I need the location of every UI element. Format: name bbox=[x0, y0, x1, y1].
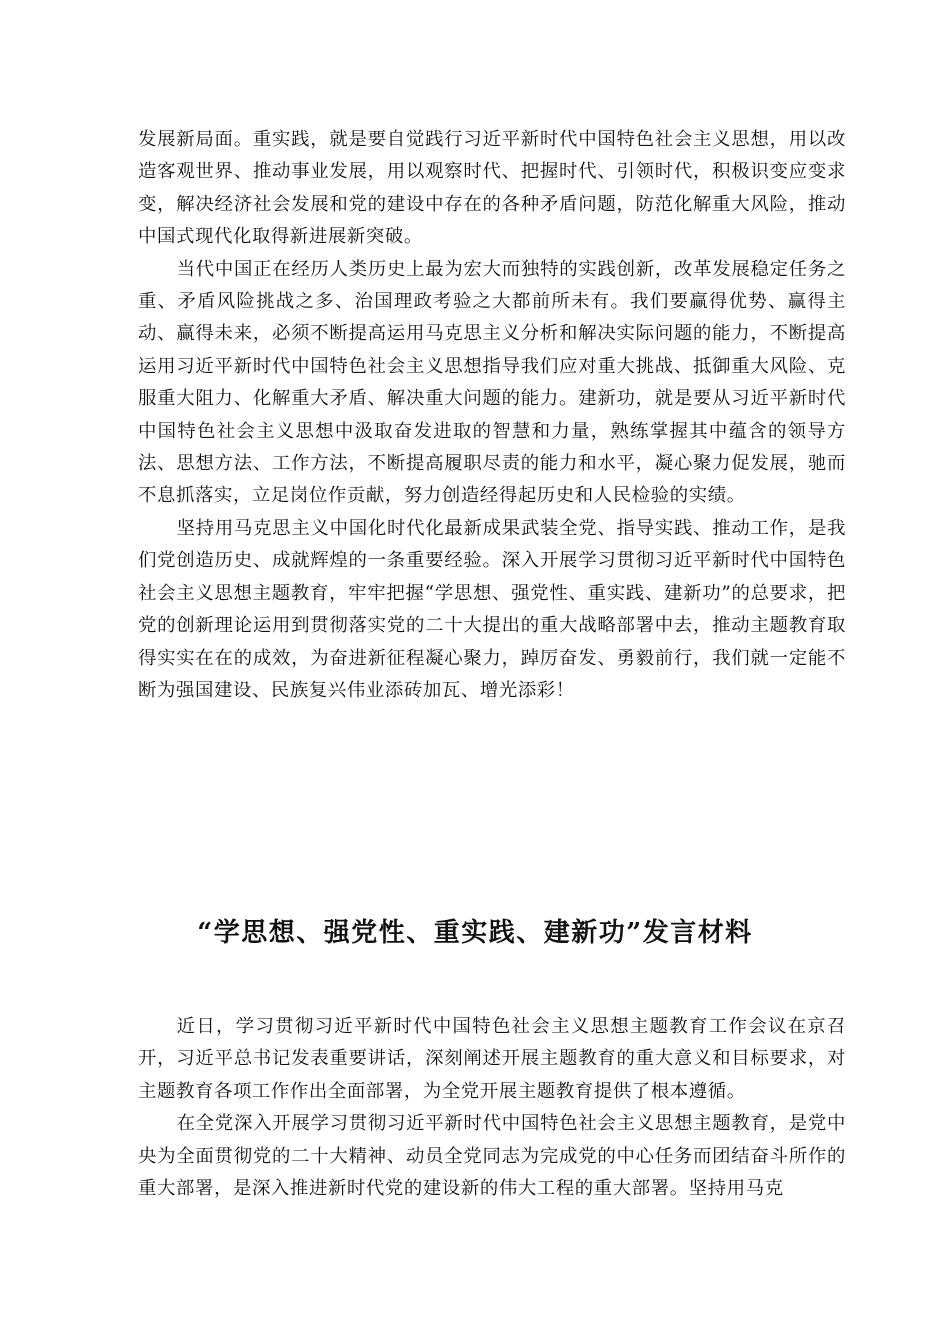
article-body bbox=[138, 1011, 846, 1205]
body-paragraph: 发展新局面。重实践，就是要自觉践行习近平新时代中国特色社会主义思想，用以改造客观世界、推动事业发展，用以观察时代、把握时代、引领时代，积极识变应变求变，解决经济社会发展和党的建设中存在的各种矛盾问题，防范化解重大风险，推动中国式现代化取得新进展新突破。 bbox=[138, 129, 846, 248]
article-title: “学思想、强党性、重实践、建新功”发言材料 bbox=[197, 918, 753, 948]
body-paragraph: 当代中国正在经历人类历史上最为宏大而独特的实践创新，改革发展稳定任务之重、矛盾风险挑战之多、治国理政考验之大都前所未有。我们要赢得优势、赢得主动、赢得未来，必须不断提高运用马克思主义分析和解决实际问题的能力，不断提高运用习近平新时代中国特色社会主义思想指导我们应对重大挑战、抵御重大风险、克服重大阻力、化解重大矛盾、解决重大问题的能力。建新功，就是要从习近平新时代中国特色社会主义思想中汲取奋发进取的智慧和力量，熟练掌握其中蕴含的领导方法、思想方法、工作方法，不断提高履职尽责的能力和水平，凝心聚力促发展，驰而不息抓落实，立足岗位作贡献，努力创造经得起历史和人民检验的实绩。 bbox=[138, 258, 846, 507]
continuation-text-block bbox=[138, 124, 846, 707]
body-paragraph: 近日，学习贯彻习近平新时代中国特色社会主义思想主题教育工作会议在京召开，习近平总书记发表重要讲话，深刻阐述开展主题教育的重大意义和目标要求，对主题教育各项工作作出全面部署，为全党开展主题教育提供了根本遵循。 bbox=[138, 1016, 846, 1102]
body-paragraph: 坚持用马克思主义中国化时代化最新成果武装全党、指导实践、推动工作，是我们党创造历史、成就辉煌的一条重要经验。深入开展学习贯彻习近平新时代中国特色社会主义思想主题教育，牢牢把握“学思想、强党性、重实践、建新功”的总要求，把党的创新理论运用到贯彻落实党的二十大提出的重大战略部署中去，推动主题教育取得实实在在的成效，为奋进新征程凝心聚力，踔厉奋发、勇毅前行，我们就一定能不断为强国建设、民族复兴伟业添砖加瓦、增光添彩！ bbox=[138, 517, 846, 701]
body-paragraph: 在全党深入开展学习贯彻习近平新时代中国特色社会主义思想主题教育，是党中央为全面贯彻党的二十大精神、动员全党同志为完成党的中心任务而团结奋斗所作的重大部署，是深入推进新时代党的建设新的伟大工程的重大部署。坚持用马克 bbox=[138, 1113, 846, 1200]
